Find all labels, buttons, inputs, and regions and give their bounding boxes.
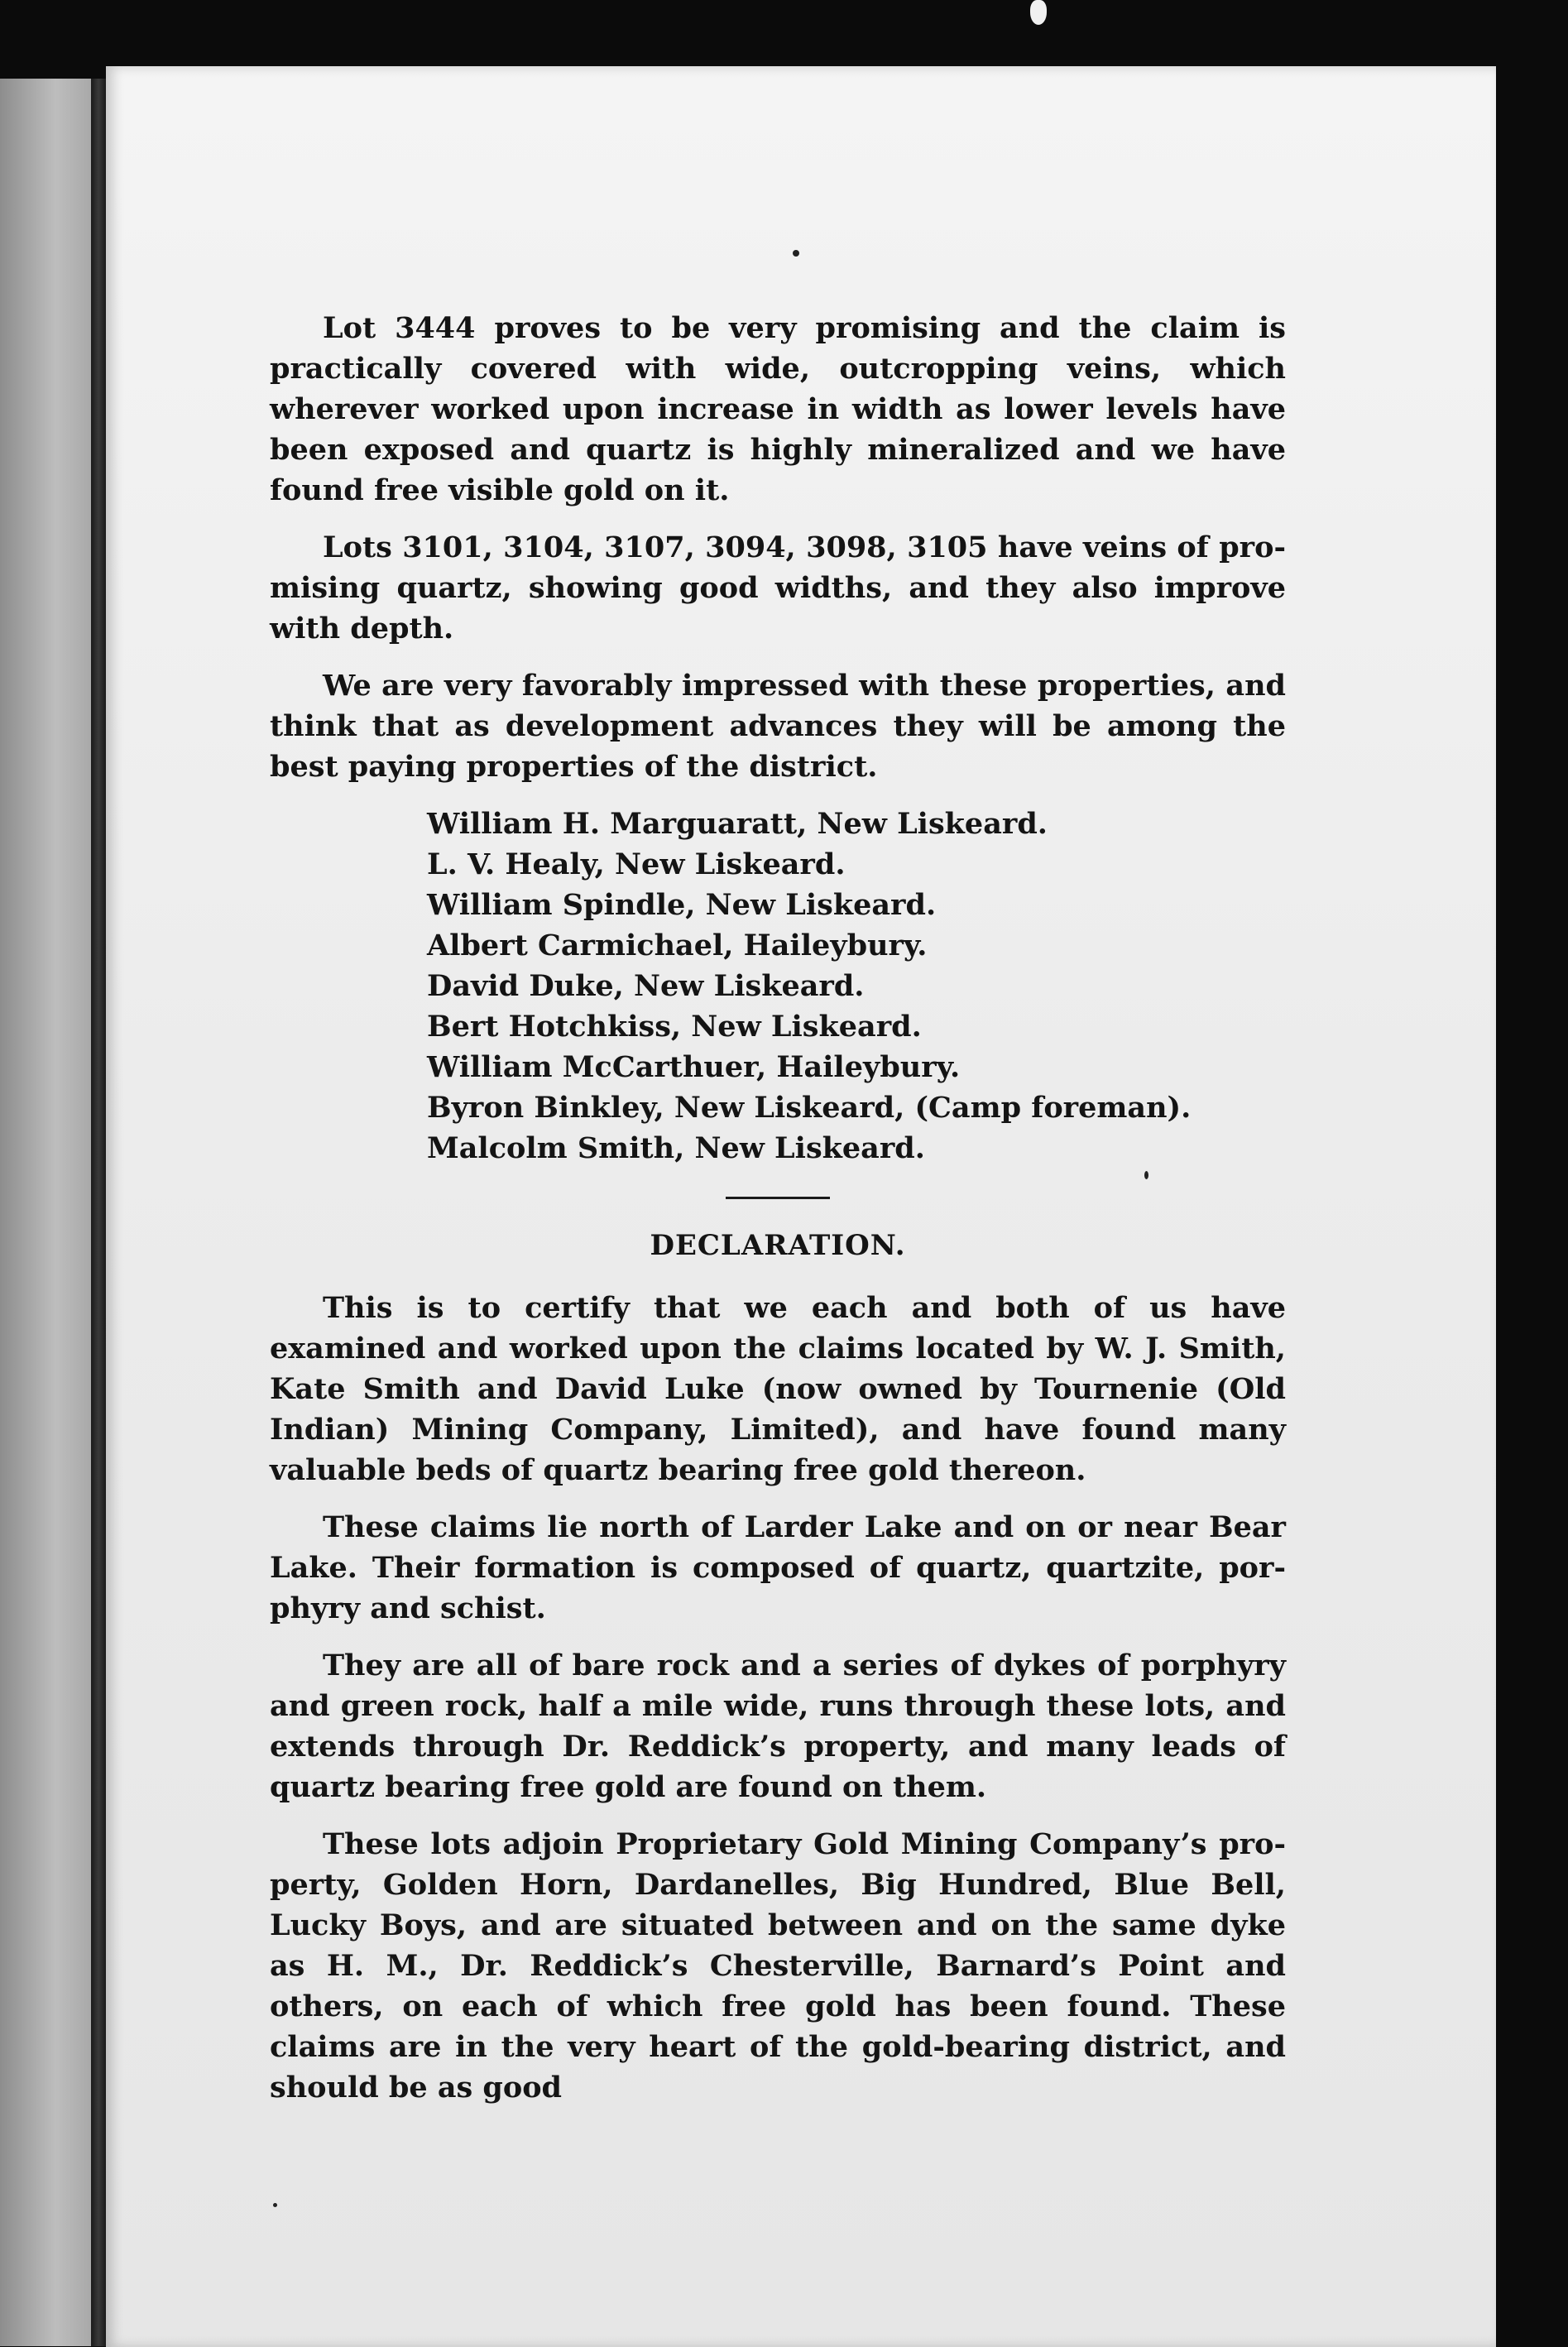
- signatory: L. V. Healy, New Liskeard.: [427, 847, 846, 881]
- page-text: [270, 308, 1286, 2124]
- report-paragraph: Lots 3101, 3104, 3107, 3094, 3098, 3105 have veins of promising quartz, showing good widths, and they also improve with depth.: [270, 530, 1286, 646]
- signatory: Byron Binkley, New Liskeard, (Camp foreman).: [427, 1091, 1192, 1125]
- scan-blot: [1030, 0, 1047, 25]
- report-paragraph: Lot 3444 proves to be very promising and the claim is practically covered with wide, outcropping veins, which wherever worked upon increase in width as lower levels have been exposed and quartz is highly mineralized and we have found free visible gold on it.: [270, 311, 1286, 507]
- declaration-paragraph: These lots adjoin Proprietary Gold Mining Company’s property, Golden Horn, Dardanelles, Big Hundred, Blue Bell, Lucky Boys, and are situated between and on the same dyke as H. M., Dr. Reddick’s Chesterville, Barnard’s Point and others, on each of which free gold has been found. These claims are in the very heart of the gold-bearing district, and should be as good: [270, 1827, 1286, 2105]
- declaration-heading: DECLARATION.: [650, 1229, 906, 1262]
- facing-page-edge: [0, 79, 93, 2346]
- declaration-paragraph: These claims lie north of Larder Lake and on or near Bear Lake. Their formation is composed of quartz, quartzite, porphyry and schist.: [270, 1510, 1286, 1625]
- signatory: Malcolm Smith, New Liskeard.: [427, 1131, 925, 1165]
- signatory: William H. Marguaratt, New Liskeard.: [427, 807, 1048, 841]
- signatory: David Duke, New Liskeard.: [427, 969, 865, 1003]
- signatory: Albert Carmichael, Haileybury.: [427, 929, 928, 962]
- declaration-paragraph: They are all of bare rock and a series of dykes of porphyry and green rock, half a mile wide, runs through these lots, and extends through Dr. Reddick’s property, and many leads of quartz bearing free gold are found on them.: [270, 1649, 1286, 1804]
- signatory: William McCarthuer, Haileybury.: [427, 1050, 961, 1084]
- signatory-list: [270, 804, 1286, 1169]
- ink-speck: [273, 2203, 277, 2207]
- book-gutter: [91, 79, 106, 2346]
- report-paragraph: We are very favorably impressed with these properties, and think that as development advances they will be among the best paying properties of the district.: [270, 669, 1286, 784]
- ink-speck: [793, 250, 799, 257]
- declaration-paragraph: This is to certify that we each and both of us have examined and worked upon the claims located by W. J. Smith, Kate Smith and David Luke (now owned by Tournenie (Old Indian) Mining Company, Limited), and have found many valuable beds of quartz bearing free gold thereon.: [270, 1291, 1286, 1487]
- signatory: Bert Hotchkiss, New Liskeard.: [427, 1010, 922, 1044]
- signatory: William Spindle, New Liskeard.: [427, 888, 937, 922]
- section-divider: [726, 1197, 830, 1199]
